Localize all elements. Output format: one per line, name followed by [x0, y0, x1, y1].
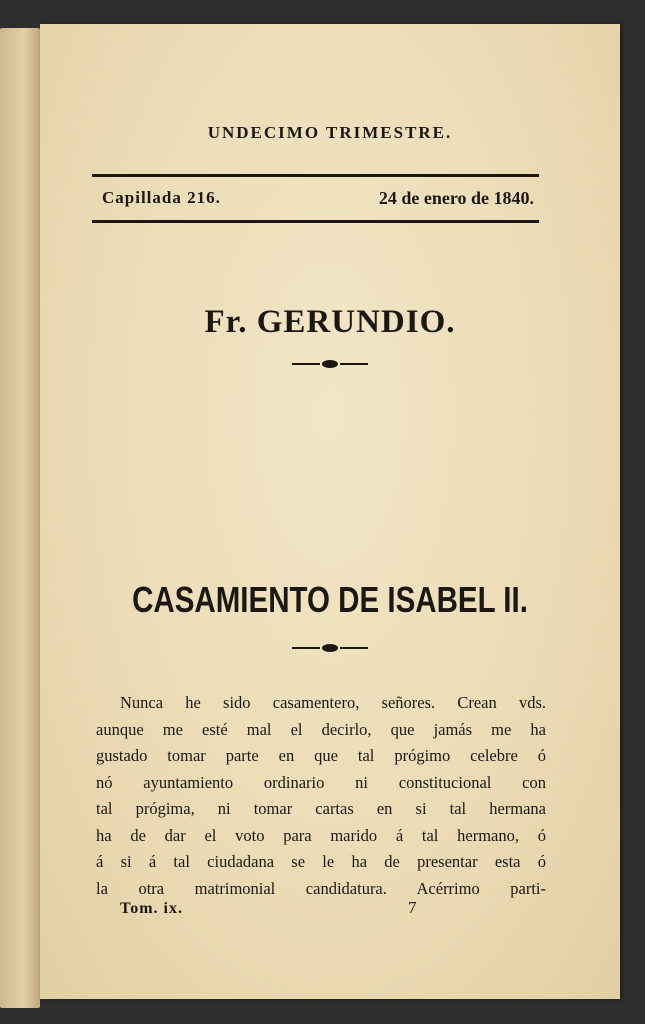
body-line: nó ayuntamiento ordinario ni constitucional con — [96, 772, 546, 792]
document-page — [40, 24, 620, 999]
body-line: tal prógima, ni tomar cartas en si tal hermana — [96, 799, 546, 818]
body-line: aunque me esté mal el decirlo, que jamás me ha — [96, 719, 546, 739]
header-rule-bottom — [92, 220, 539, 223]
body-line: gustado tomar parte en que tal prógimo celebre ó — [96, 746, 546, 765]
page-number: 7 — [408, 898, 417, 917]
body-line: Nunca he sido casamentero, señores. Crean vds. — [120, 693, 546, 712]
body-line: á si á tal ciudadana se le ha de presentar esta ó — [96, 852, 546, 871]
body-line: la otra matrimonial candidatura. Acérrimo parti- — [96, 878, 546, 898]
facing-page-edge — [0, 28, 40, 1008]
trimestre-heading: UNDECIMO TRIMESTRE. — [207, 123, 453, 142]
volume-signature: Tom. ix. — [120, 900, 183, 917]
article-title: CASAMIENTO DE ISABEL II. — [132, 579, 528, 620]
masthead-title: Fr. GERUNDIO. — [204, 304, 456, 340]
body-line: ha de dar el voto para marido á tal hermano, ó — [96, 825, 546, 845]
ornament-divider — [40, 357, 620, 375]
ornament-divider — [40, 641, 620, 659]
article-body — [96, 690, 546, 902]
issue-date: 24 de enero de 1840. — [378, 188, 534, 208]
capillada-number: Capillada 216. — [102, 188, 221, 207]
header-rule-top — [92, 174, 539, 177]
